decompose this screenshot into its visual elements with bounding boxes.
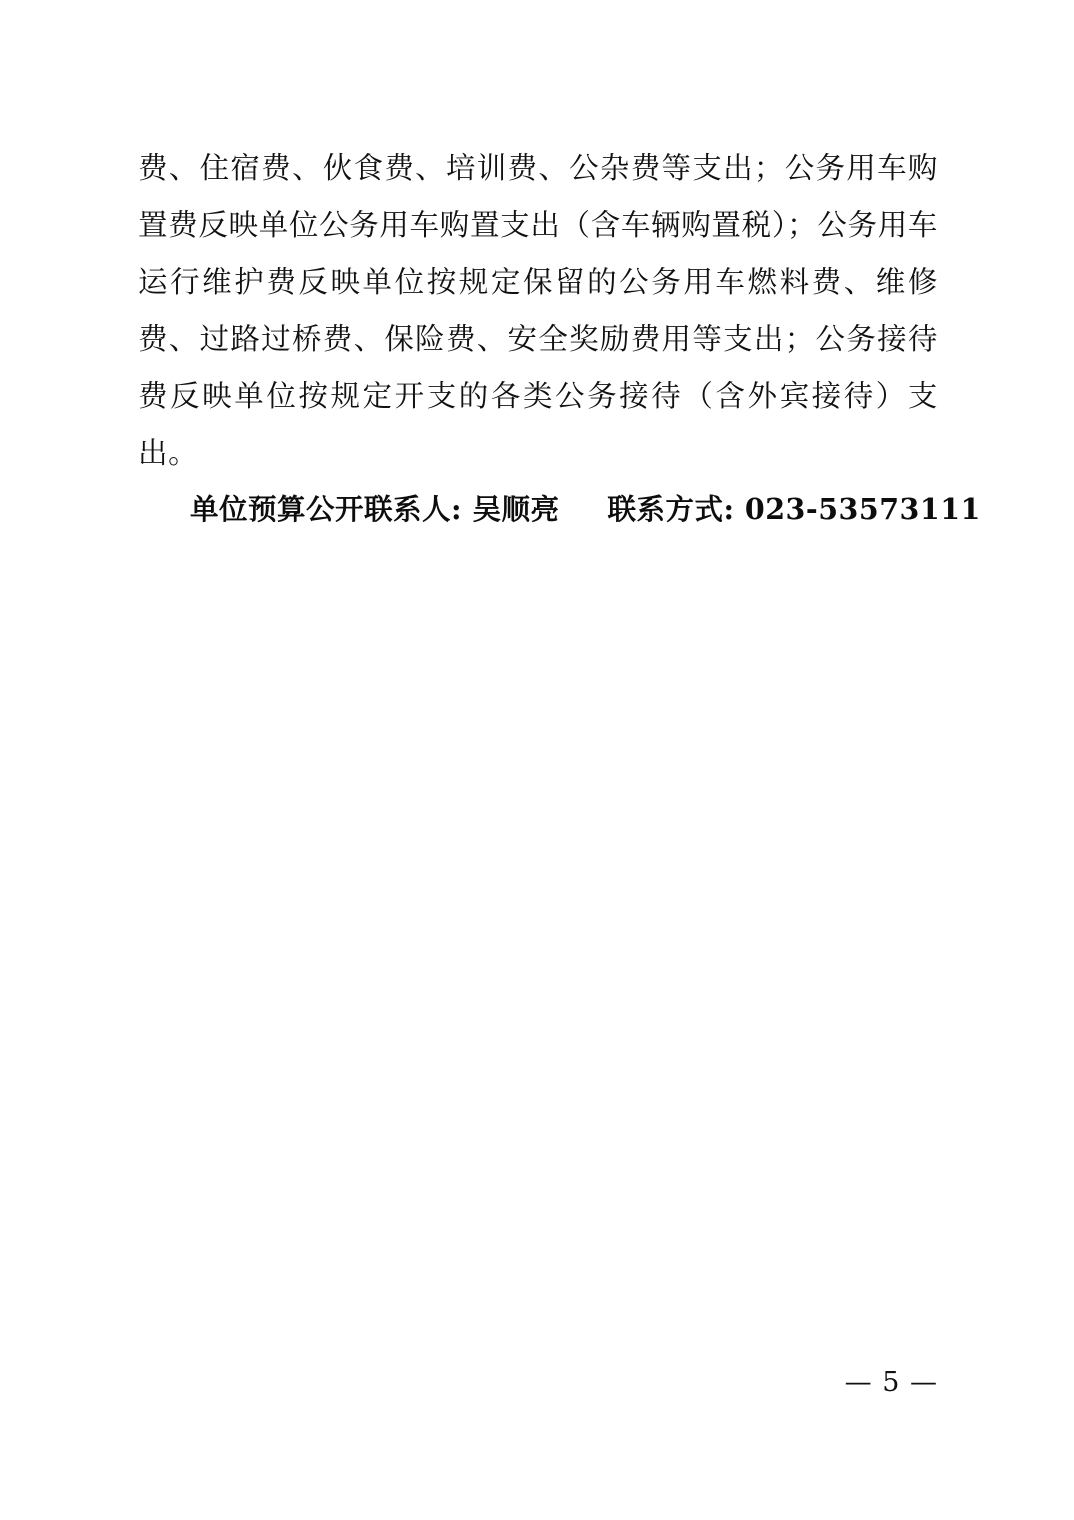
contact-phone: 联系方式: 023-53573111 xyxy=(607,492,981,526)
page-number: — 5 — xyxy=(844,1367,938,1398)
contact-line xyxy=(190,487,980,531)
body-paragraph: 费、住宿费、伙食费、培训费、公杂费等支出；公务用车购置费反映单位公务用车购置支出（含车辆购置税）；公务用车运行维护费反映单位按规定保留的公务用车燃料费、维修费、过路过桥费、保险费、安全奖励费用等支出；公务接待费反映单位按规定开支的各类公务接待（含外宾接待）支出。 xyxy=(138,151,938,470)
body-text-block xyxy=(138,140,938,482)
contact-person: 单位预算公开联系人: 吴顺亮 xyxy=(190,492,560,526)
